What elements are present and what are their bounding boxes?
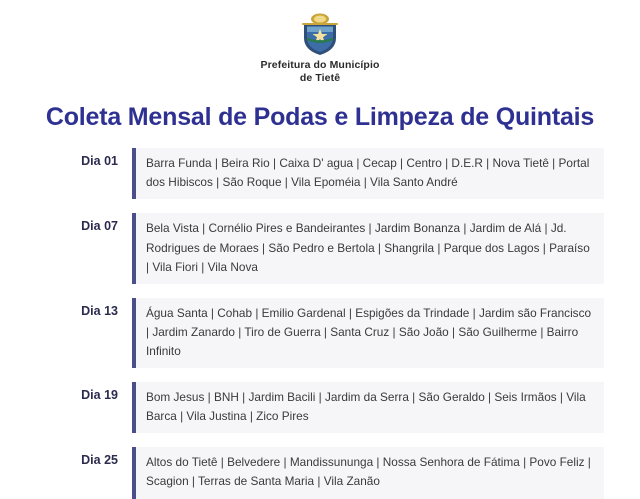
schedule-row xyxy=(60,213,604,283)
organization-name-line2: de Tietê xyxy=(299,72,341,85)
organization-name-line1: Prefeitura do Município xyxy=(260,59,380,71)
day-label: Dia 13 xyxy=(81,303,118,318)
schedule-row xyxy=(60,447,604,498)
areas-text: Bela Vista | Cornélio Pires e Bandeirantes | Jardim Bonanza | Jardim de Alá | Jd. Rodrigues de Moraes | São Pedro e Bertola | Shangrila | Parque dos Lagos | Paraíso | Vila Fiori | Vila Nova xyxy=(132,213,604,283)
areas-text: Altos do Tietê | Belvedere | Mandissununga | Nossa Senhora de Fátima | Povo Feliz | Scagion | Terras de Santa Maria | Vila Zanão xyxy=(132,447,604,498)
day-label: Dia 01 xyxy=(81,154,118,169)
schedule-list xyxy=(0,148,640,498)
day-label: Dia 07 xyxy=(81,219,118,234)
areas-text: Água Santa | Cohab | Emilio Gardenal | Espigões da Trindade | Jardim são Francisco | Jardim Zanardo | Tiro de Guerra | Santa Cruz | São João | São Guilherme | Bairro Infinito xyxy=(132,298,604,368)
areas-text: Bom Jesus | BNH | Jardim Bacili | Jardim da Serra | São Geraldo | Seis Irmãos | Vila Barca | Vila Justina | Zico Pires xyxy=(132,382,604,433)
day-label: Dia 25 xyxy=(81,453,118,468)
day-label: Dia 19 xyxy=(81,388,118,403)
areas-text: Barra Funda | Beira Rio | Caixa D' agua | Cecap | Centro | D.E.R | Nova Tietê | Portal dos Hibiscos | São Roque | Vila Epoméia | Vila Santo André xyxy=(132,148,604,199)
document-header xyxy=(0,0,640,85)
schedule-row xyxy=(60,148,604,199)
organization-name xyxy=(0,59,640,85)
schedule-row xyxy=(60,298,604,368)
coat-of-arms-icon xyxy=(298,10,342,56)
page-title: Coleta Mensal de Podas e Limpeza de Quintais xyxy=(45,103,595,132)
schedule-row xyxy=(60,382,604,433)
